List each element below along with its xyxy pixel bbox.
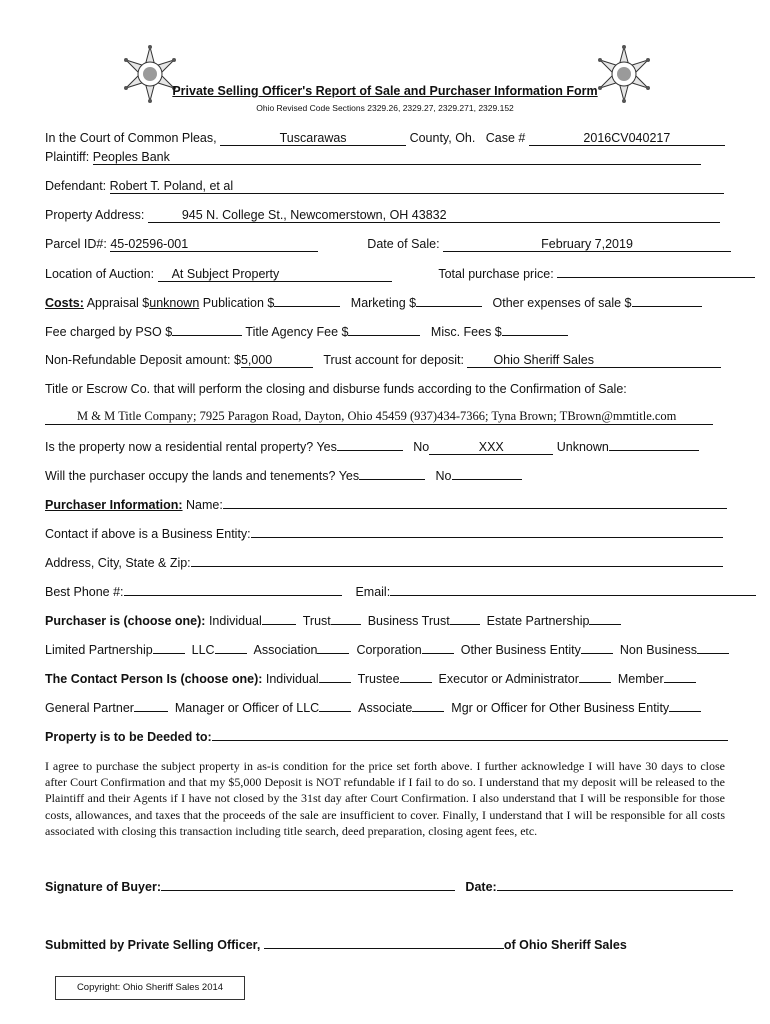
- trust-account-field[interactable]: Ohio Sheriff Sales: [467, 353, 721, 368]
- rental-yes-field[interactable]: [337, 439, 403, 451]
- type-estate-partnership-field[interactable]: [589, 613, 621, 625]
- other-expenses-field[interactable]: [632, 295, 702, 307]
- deeded-row: Property is to be Deeded to:: [45, 729, 728, 744]
- deeded-to-field[interactable]: [212, 729, 728, 741]
- buyer-signature-field[interactable]: [161, 878, 455, 891]
- rental-unknown-field[interactable]: [609, 439, 699, 451]
- type-individual-field[interactable]: [262, 613, 296, 625]
- misc-fees-field[interactable]: [502, 324, 568, 336]
- purchaser-address-field[interactable]: [191, 555, 723, 567]
- selling-officer-field[interactable]: [264, 936, 504, 949]
- pso-fee-field[interactable]: [172, 324, 242, 336]
- type-trust-field[interactable]: [331, 613, 361, 625]
- parcel-date-row: Parcel ID#: 45-02596-001 Date of Sale: February 7,2019: [45, 237, 731, 252]
- signature-row: Signature of Buyer: Date:: [45, 878, 733, 894]
- type-llc-field[interactable]: [215, 642, 247, 654]
- form-subtitle: Ohio Revised Code Sections 2329.26, 2329.27, 2329.271, 2329.152: [256, 103, 514, 113]
- contact-mgr-other-entity-field[interactable]: [669, 700, 701, 712]
- occupy-row: Will the purchaser occupy the lands and tenements? Yes No: [45, 468, 522, 483]
- fees-row: Fee charged by PSO $ Title Agency Fee $ Misc. Fees $: [45, 324, 568, 339]
- escrow-label: Title or Escrow Co. that will perform the closing and disburse funds according to the Confirmation of Sale:: [45, 382, 627, 396]
- plaintiff-field[interactable]: Peoples Bank: [93, 150, 701, 165]
- auction-location-field[interactable]: At Subject Property: [158, 267, 392, 282]
- appraisal-field[interactable]: unknown: [149, 296, 200, 310]
- type-association-field[interactable]: [317, 642, 349, 654]
- rental-no-field[interactable]: XXX: [429, 440, 553, 455]
- copyright-box: Copyright: Ohio Sheriff Sales 2014: [55, 976, 245, 1000]
- date-of-sale-field[interactable]: February 7,2019: [443, 237, 731, 252]
- plaintiff-row: Plaintiff: Peoples Bank: [45, 150, 701, 165]
- purchaser-type-row-2: Limited Partnership LLC Association Corporation Other Business Entity Non Business: [45, 642, 729, 657]
- rental-row: Is the property now a residential rental property? Yes No XXX Unknown: [45, 439, 699, 455]
- business-contact-field[interactable]: [251, 526, 723, 538]
- type-non-business-field[interactable]: [697, 642, 729, 654]
- type-business-trust-field[interactable]: [450, 613, 480, 625]
- property-address-row: Property Address: 945 N. College St., Newcomerstown, OH 43832: [45, 208, 720, 223]
- property-address-field[interactable]: 945 N. College St., Newcomerstown, OH 43832: [148, 208, 720, 223]
- phone-email-row: Best Phone #: Email:: [45, 584, 756, 599]
- business-contact-row: Contact if above is a Business Entity:: [45, 526, 723, 541]
- type-other-business-entity-field[interactable]: [581, 642, 613, 654]
- deposit-row: Non-Refundable Deposit amount: $5,000 Trust account for deposit: Ohio Sheriff Sales: [45, 353, 721, 368]
- contact-associate-field[interactable]: [412, 700, 444, 712]
- contact-trustee-field[interactable]: [400, 671, 432, 683]
- county-field[interactable]: Tuscarawas: [220, 131, 406, 146]
- contact-general-partner-field[interactable]: [134, 700, 168, 712]
- contact-manager-llc-field[interactable]: [319, 700, 351, 712]
- occupy-yes-field[interactable]: [359, 468, 425, 480]
- email-field[interactable]: [390, 584, 756, 596]
- marketing-field[interactable]: [416, 295, 482, 307]
- purchaser-name-field[interactable]: [223, 497, 727, 509]
- escrow-company-field[interactable]: M & M Title Company; 7925 Paragon Road, Dayton, Ohio 45459 (937)434-7366; Tyna Brown; TBrown@mmtitle.com: [45, 409, 713, 425]
- title-agency-fee-field[interactable]: [348, 324, 420, 336]
- purchaser-type-row-1: Purchaser is (choose one): Individual Trust Business Trust Estate Partnership: [45, 613, 621, 628]
- purchaser-name-row: Purchaser Information: Name:: [45, 497, 727, 512]
- signature-date-field[interactable]: [497, 878, 733, 891]
- phone-field[interactable]: [124, 584, 342, 596]
- contact-executor-field[interactable]: [579, 671, 611, 683]
- publication-field[interactable]: [274, 295, 340, 307]
- form-title: Private Selling Officer's Report of Sale and Purchaser Information Form: [172, 84, 598, 98]
- defendant-field[interactable]: Robert T. Poland, et al: [110, 179, 724, 194]
- address-row: Address, City, State & Zip:: [45, 555, 723, 570]
- auction-price-row: Location of Auction: At Subject Property Total purchase price:: [45, 266, 755, 282]
- submitted-row: Submitted by Private Selling Officer, of Ohio Sheriff Sales: [45, 938, 627, 952]
- defendant-row: Defendant: Robert T. Poland, et al: [45, 179, 724, 194]
- total-price-field[interactable]: [557, 266, 755, 278]
- contact-individual-field[interactable]: [319, 671, 351, 683]
- escrow-row: [45, 409, 713, 425]
- type-limited-partnership-field[interactable]: [153, 642, 185, 654]
- parcel-id-field[interactable]: 45-02596-001: [110, 237, 318, 252]
- occupy-no-field[interactable]: [452, 468, 522, 480]
- agreement-text: I agree to purchase the subject property in as-is condition for the price set forth above. I further acknowledge I will have 30 days to close after Court Confirmation and that my $5,000 Deposit is NOT refundable if I fail to do so. I understand that my deposit will be released to the Plaintiff and their Agents if I have not closed by the 31st day after Court Confirmation. I also understand that I will be responsible for those costs, allowances, and taxes that the proceeds of the sale are insufficient to cover. Finally, I understand that I will be responsible for all costs associated with closing this transaction including title search, deed preparation, closing agent fees, etc.: [45, 759, 725, 838]
- case-number-field[interactable]: 2016CV040217: [529, 131, 725, 146]
- costs-row: Costs: Appraisal $unknown Publication $ Marketing $ Other expenses of sale $: [45, 295, 702, 310]
- contact-type-row-1: The Contact Person Is (choose one): Individual Trustee Executor or Administrator Member: [45, 671, 696, 686]
- deposit-amount-field[interactable]: 5,000: [241, 353, 313, 368]
- type-corporation-field[interactable]: [422, 642, 454, 654]
- court-row: In the Court of Common Pleas, Tuscarawas County, Oh. Case # 2016CV040217: [45, 131, 725, 146]
- contact-member-field[interactable]: [664, 671, 696, 683]
- contact-type-row-2: General Partner Manager or Officer of LLC Associate Mgr or Officer for Other Business Entity: [45, 700, 701, 715]
